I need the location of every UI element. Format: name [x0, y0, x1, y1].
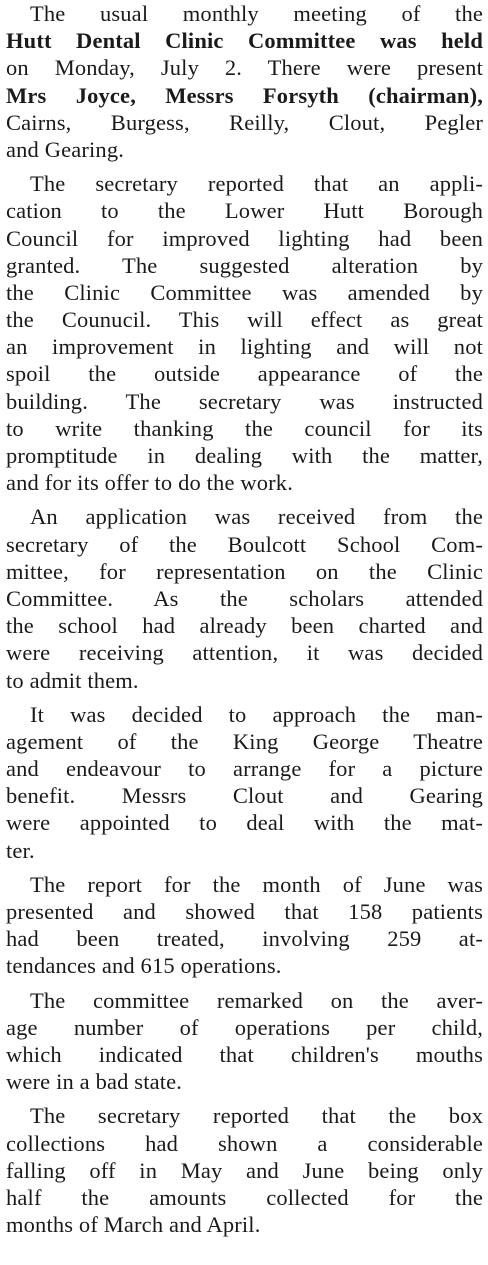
text-line: The report for the month of June was: [30, 871, 483, 897]
article-paragraph: [6, 0, 483, 163]
text-line: Cairns, Burgess, Reilly, Clout, Pegler: [6, 109, 483, 135]
text-line: secretary of the Boulcott School Com-: [6, 531, 483, 557]
article-paragraph: [6, 871, 483, 980]
paragraph-gap: [6, 864, 483, 871]
text-line: The usual monthly meeting of the: [30, 1, 483, 26]
text-line: It was decided to approach the man-: [30, 701, 483, 727]
text-line: Hutt Dental Clinic Committee was held: [6, 28, 483, 54]
text-line: granted. The suggested alteration by: [6, 252, 483, 278]
paragraph-gap: [6, 980, 483, 987]
text-line: Committee. As the scholars attended: [6, 585, 483, 611]
article-paragraph: [6, 987, 483, 1096]
text-line: age number of operations per child,: [6, 1014, 483, 1040]
text-line: agement of the King George Theatre: [6, 728, 483, 754]
text-line: to admit them.: [6, 667, 139, 693]
text-line: were appointed to deal with the mat-: [6, 810, 483, 836]
text-line: falling off in May and June being only: [6, 1157, 483, 1183]
text-line: months of March and April.: [6, 1212, 261, 1238]
text-line: and for its offer to do the work.: [6, 470, 293, 496]
article-paragraph: [6, 701, 483, 864]
text-line: and Gearing.: [6, 136, 125, 162]
text-line: cation to the Lower Hutt Borough: [6, 198, 483, 224]
text-line: to write thanking the council for its: [6, 415, 483, 441]
text-line: collections had shown a considerable: [6, 1130, 483, 1156]
text-line: presented and showed that 158 patients: [6, 899, 483, 924]
paragraph-gap: [6, 163, 483, 170]
article-paragraph: [6, 1102, 483, 1238]
text-line: on Monday, July 2. There were present: [6, 55, 483, 81]
text-line: an improvement in lighting and will not: [6, 334, 483, 360]
text-line: spoil the outside appearance of the: [6, 361, 483, 387]
text-line: An application was received from the: [30, 504, 483, 530]
text-line: The secretary reported that an appli-: [30, 171, 483, 197]
text-line: had been treated, involving 259 at-: [6, 926, 483, 952]
text-line: promptitude in dealing with the matter,: [6, 443, 483, 468]
text-line: the Counucil. This will effect as great: [6, 307, 483, 333]
paragraph-gap: [6, 496, 483, 503]
paragraph-gap: [6, 1095, 483, 1102]
text-line: benefit. Messrs Clout and Gearing: [6, 783, 483, 809]
text-line: The committee remarked on the aver-: [30, 987, 483, 1013]
text-line: The secretary reported that the box: [30, 1103, 483, 1129]
text-line: Council for improved lighting had been: [6, 225, 483, 251]
text-line: were receiving attention, it was decided: [6, 640, 483, 666]
text-line: which indicated that children's mouths: [6, 1041, 483, 1067]
article-paragraph: [6, 503, 483, 693]
text-line: the school had already been charted and: [6, 613, 483, 639]
text-line: the Clinic Committee was amended by: [6, 279, 483, 305]
text-line: building. The secretary was instructed: [6, 388, 483, 414]
text-line: and endeavour to arrange for a picture: [6, 756, 483, 782]
article-paragraph: [6, 170, 483, 496]
text-line: were in a bad state.: [6, 1069, 183, 1095]
text-line: Mrs Joyce, Messrs Forsyth (chairman),: [6, 82, 483, 108]
text-line: half the amounts collected for the: [6, 1184, 483, 1210]
text-line: mittee, for representation on the Clinic: [6, 558, 483, 584]
text-line: ter.: [6, 837, 35, 863]
paragraph-gap: [6, 694, 483, 701]
text-line: tendances and 615 operations.: [6, 953, 282, 979]
